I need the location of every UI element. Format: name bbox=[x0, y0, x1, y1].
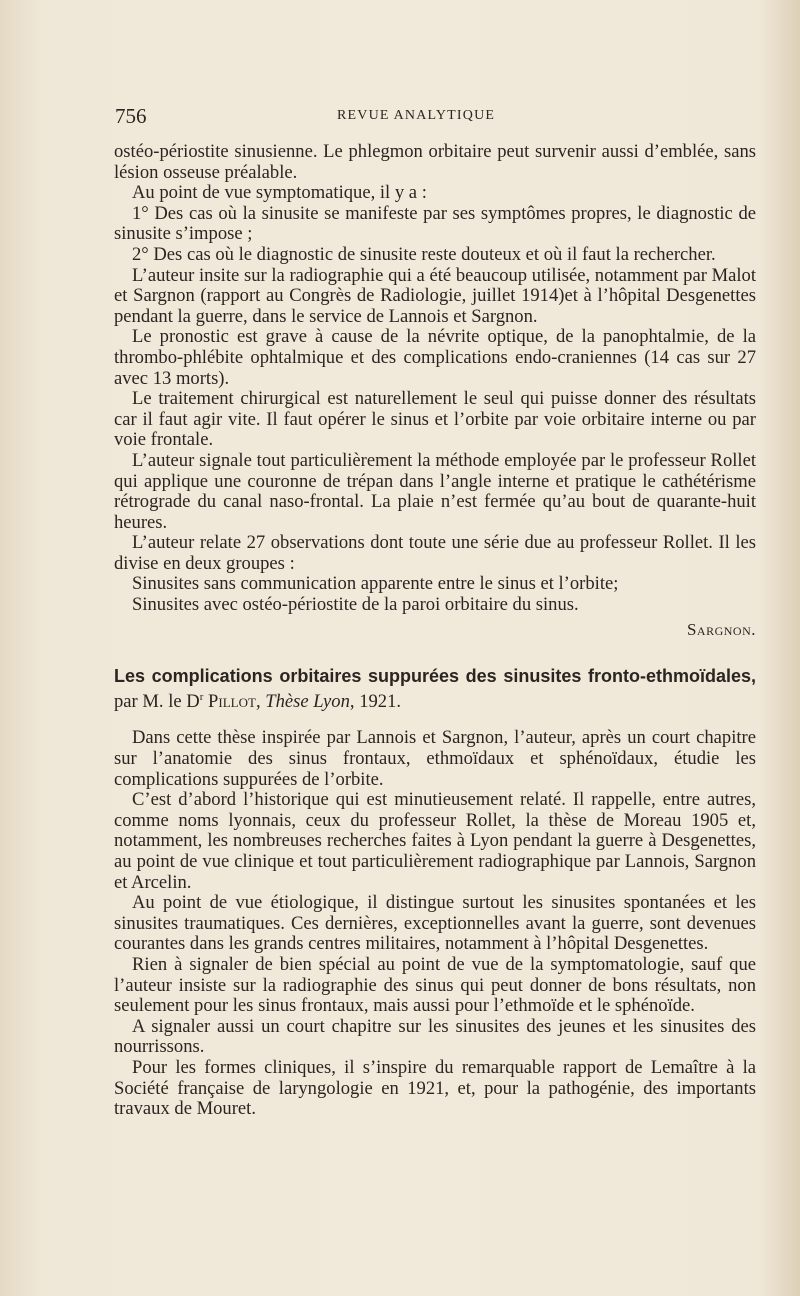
review-continuation bbox=[114, 142, 756, 640]
article-title: Les complications orbitaires suppurées des sinusites fronto-ethmoïdales, par M. le $D^r$ Pillot, Thèse Lyon, 1921. bbox=[114, 666, 756, 713]
page-body bbox=[114, 142, 756, 1120]
paragraph: Sinusites sans communication apparente entre le sinus et l’orbite; bbox=[132, 573, 619, 595]
article-title-text: Les complications orbitaires suppurées des sinusites fronto-ethmoïdales, bbox=[114, 666, 756, 687]
paragraph: Dans cette thèse inspirée par Lannois et Sargnon, l’auteur, après un court chapitre sur l’anatomie des sinus frontaux, ethmoïdaux et sphénoïdaux, étudie les complications suppurées de l’orbite. bbox=[114, 727, 756, 790]
paragraph: Rien à signaler de bien spécial au point de vue de la symptomatologie, sauf que l’auteur insiste sur la radiographie des sinus qui peut donner de bons résultats, non seulement pour les sinus frontaux, mais aussi pour l’ethmoïde et le sphénoïde. bbox=[114, 953, 756, 1017]
paragraph: L’auteur relate 27 observations dont toute une série due au professeur Rollet. Il les divise en deux groupes : bbox=[114, 532, 756, 574]
paragraph: C’est d’abord l’historique qui est minutieusement relaté. Il rappelle, entre autres, comme noms lyonnais, ceux du professeur Rollet, la thèse de Moreau 1905 et, notamment, les nombreuses recherches faites à Lyon pendant la guerre à Desgenettes, au point de vue clinique et tout particulièrement radiographique par Lannois, Sargnon et Arcelin. bbox=[114, 789, 756, 893]
paragraph: L’auteur insite sur la radiographie qui a été beaucoup utilisée, notamment par Malot et Sargnon (rapport au Congrès de Radiologie, juillet 1914)et à l’hôpital Desgenettes pendant la guerre, dans le service de Lannois et Sargnon. bbox=[114, 264, 756, 327]
article-by: par M. le D bbox=[114, 691, 200, 713]
running-head: REVUE ANALYTIQUE bbox=[337, 108, 496, 123]
page-header bbox=[115, 104, 755, 130]
article-by-sup: r bbox=[199, 691, 204, 704]
paragraph: Pour les formes cliniques, il s’inspire du remarquable rapport de Lemaître à la Société française de laryngologie en 1921, et, pour la pathogénie, des importants travaux de Mouret. bbox=[114, 1056, 756, 1120]
paragraph: 1° Des cas où la sinusite se manifeste par ses symptômes propres, le diagnostic de sinusite s’impose ; bbox=[114, 202, 756, 245]
review-signature: Sargnon. bbox=[686, 619, 756, 639]
paragraph: L’auteur signale tout particulièrement la méthode employée par le professeur Rollet qui applique une couronne de trépan dans l’angle interne et pratique le cathétérisme rétrograde du canal naso-frontal. La plaie n’est fermée qu’au bout de quarante-huit heures. bbox=[114, 449, 756, 533]
paragraph: A signaler aussi un court chapitre sur les sinusites des jeunes et les sinusites des nourrissons. bbox=[114, 1015, 756, 1058]
paragraph: ostéo-périostite sinusienne. Le phlegmon orbitaire peut survenir aussi d’emblée, sans lésion osseuse préalable. bbox=[114, 141, 756, 183]
paragraph: Sinusites avec ostéo-périostite de la paroi orbitaire du sinus. bbox=[132, 594, 579, 616]
article-source: Thèse Lyon bbox=[265, 691, 350, 713]
review-article bbox=[114, 666, 756, 1119]
paragraph: Au point de vue étiologique, il distingue surtout les sinusites spontanées et les sinusites traumatiques. Ces dernières, exceptionnelles avant la guerre, sont devenues courantes dans les grands centres militaires, notamment à l’hôpital Desgenettes. bbox=[114, 892, 756, 955]
paragraph: 2° Des cas où le diagnostic de sinusite reste douteux et où il faut la rechercher. bbox=[132, 243, 716, 265]
page-number: 756 bbox=[115, 104, 147, 128]
article-author: Pillot bbox=[208, 691, 256, 713]
paragraph: Le traitement chirurgical est naturellement le seul qui puisse donner des résultats car il faut agir vite. Il faut opérer le sinus et l’orbite par voie orbitaire interne ou par voie frontale. bbox=[114, 388, 756, 451]
paragraph: Le pronostic est grave à cause de la névrite optique, de la panophtalmie, de la thrombo-phlébite ophtalmique et des complications endo-craniennes (14 cas sur 27 avec 13 morts). bbox=[114, 326, 756, 389]
paragraph: Au point de vue symptomatique, il y a : bbox=[132, 182, 427, 204]
article-year: 1921. bbox=[359, 691, 402, 713]
